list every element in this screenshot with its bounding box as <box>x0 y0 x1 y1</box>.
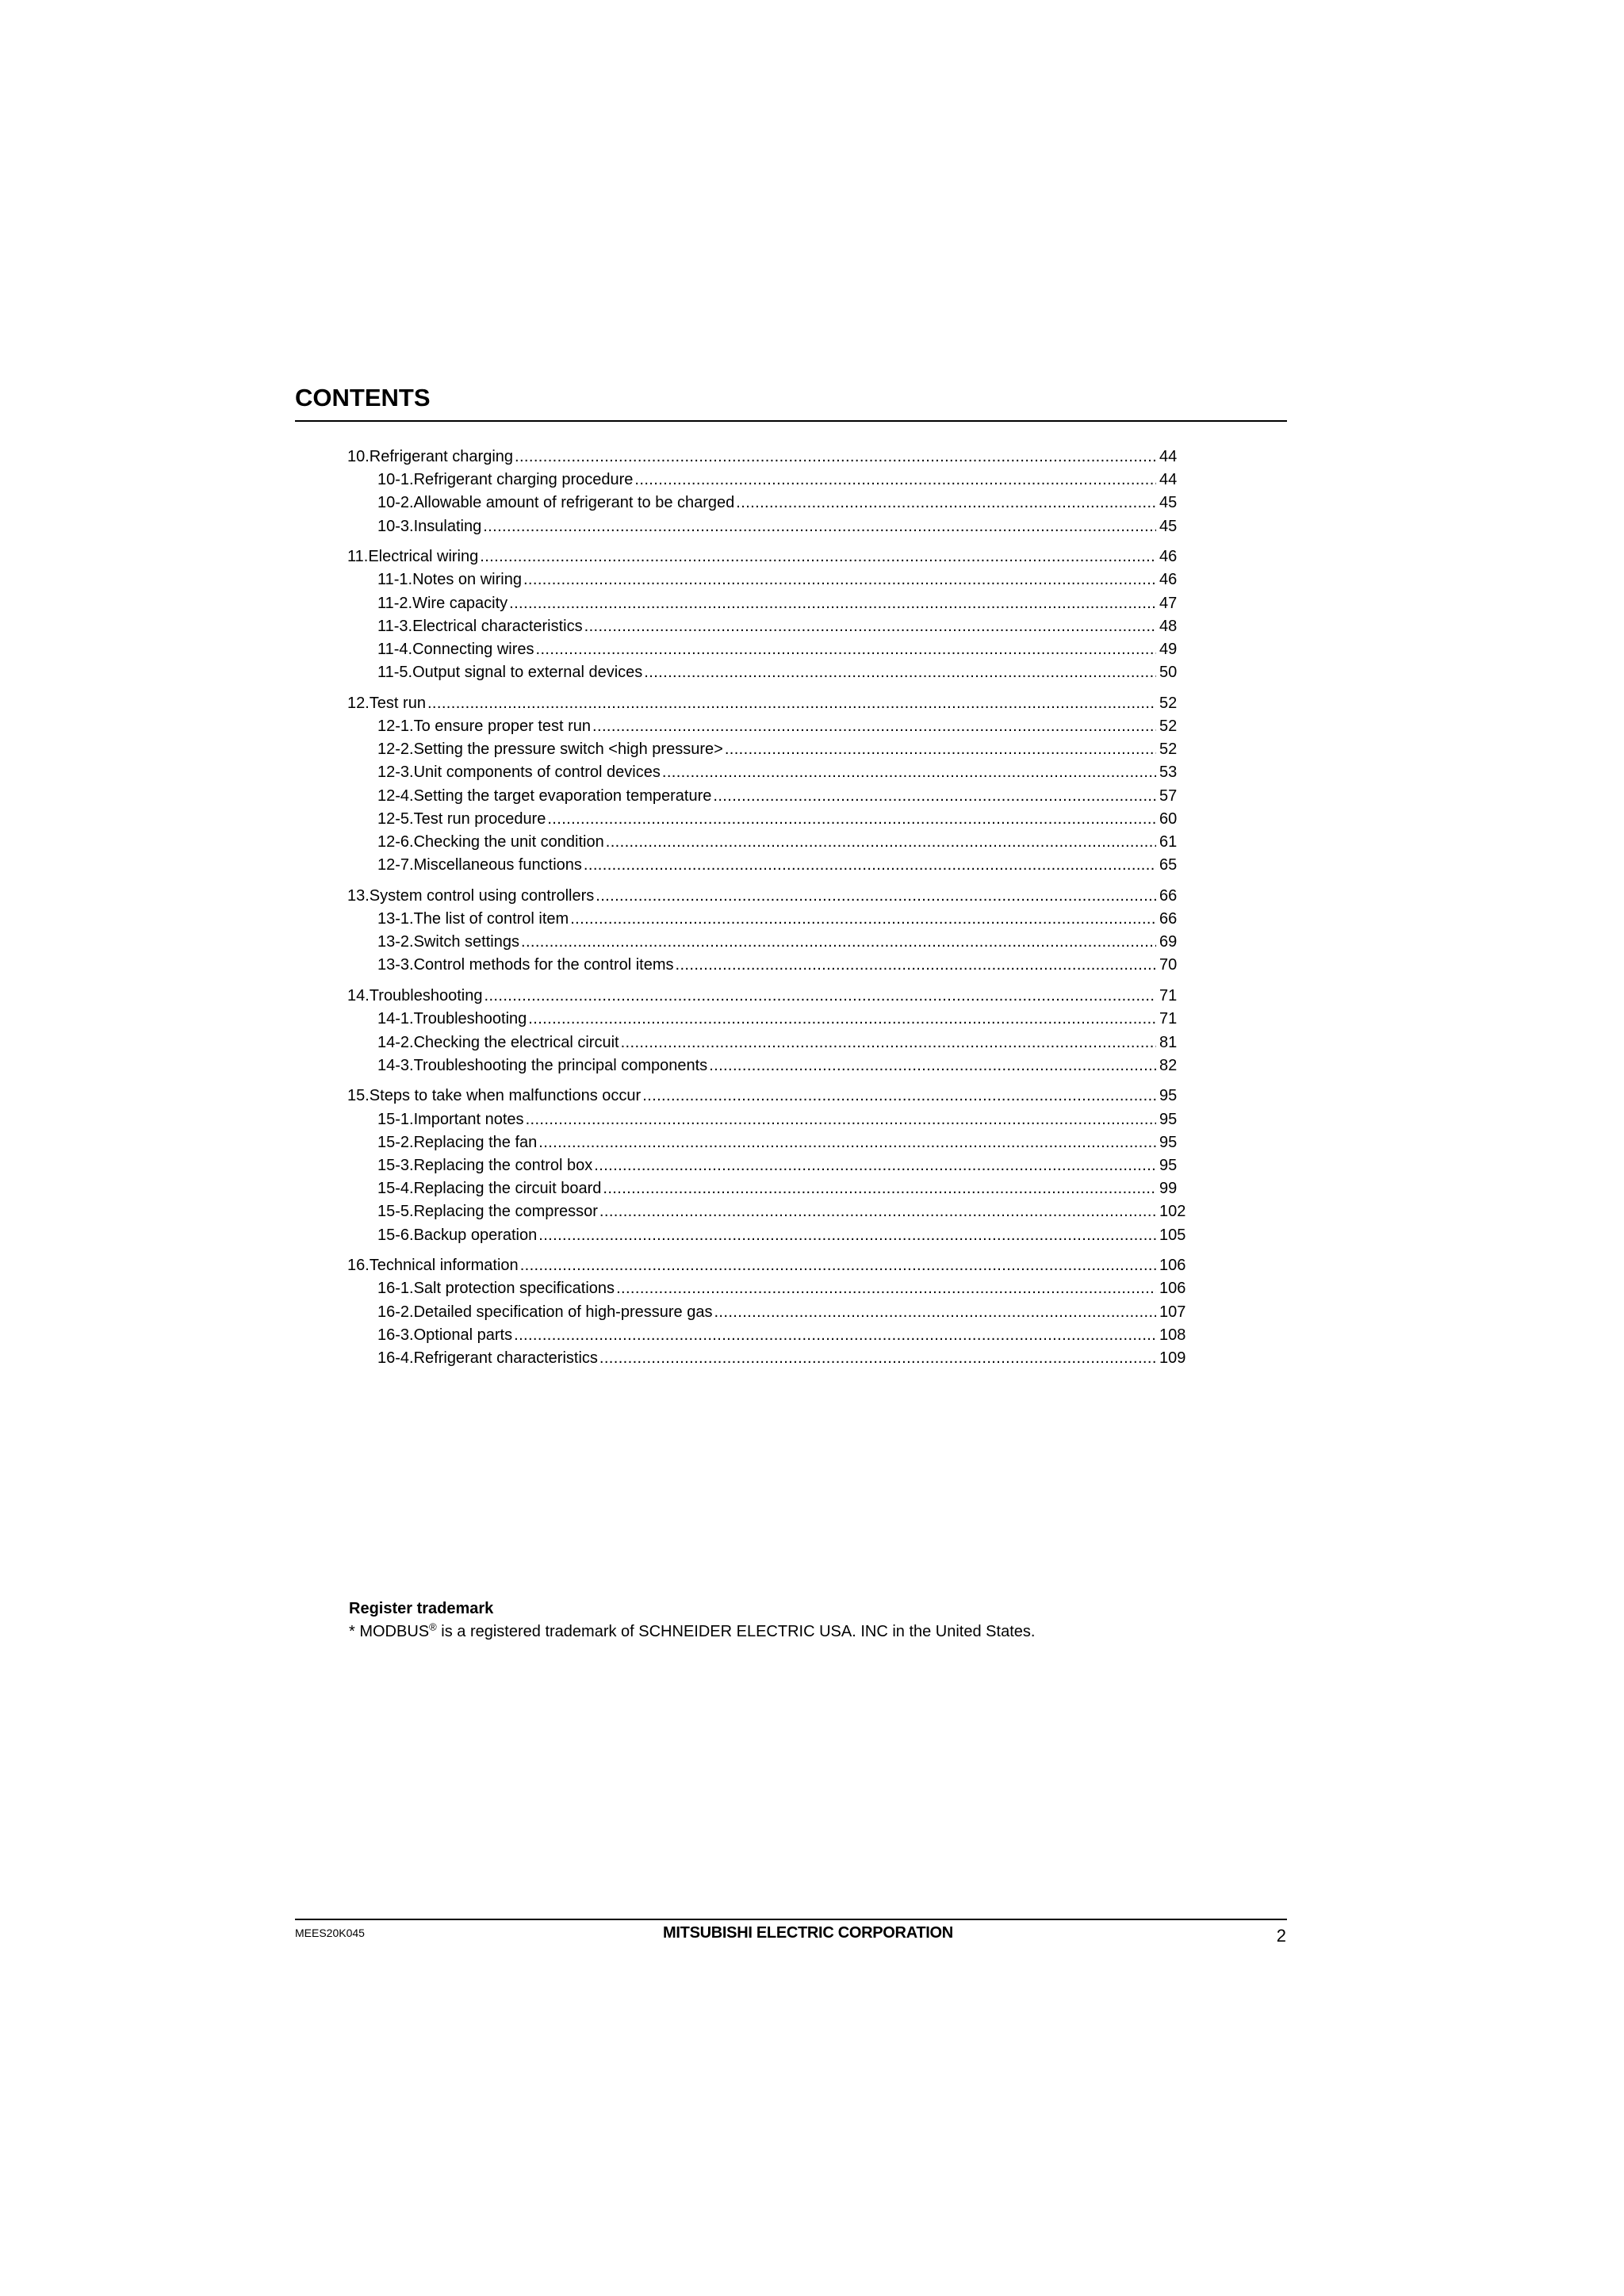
title-divider <box>295 420 1287 422</box>
dot-leader <box>662 761 1156 784</box>
company-name <box>0 1923 1624 1943</box>
dot-leader <box>676 954 1156 977</box>
page-number: 2 <box>1276 1926 1286 1946</box>
toc-subsection-entry <box>347 1008 1189 1031</box>
toc-entry-title: 15-3.Replacing the control box <box>377 1156 593 1174</box>
trademark-prefix: * MODBUS <box>349 1623 430 1640</box>
toc-entry-title: 12-4.Setting the target evaporation temperature <box>377 786 712 805</box>
dot-leader <box>644 661 1156 684</box>
dot-leader <box>713 785 1156 808</box>
dot-leader <box>599 1200 1156 1223</box>
document-code: MEES20K045 <box>295 1927 365 1939</box>
section-spacer <box>347 978 1189 985</box>
toc-chapter-entry <box>347 692 1189 715</box>
dot-leader <box>616 1277 1156 1300</box>
toc-entry-title: 10.Refrigerant charging <box>347 448 514 465</box>
toc-chapter-entry <box>347 985 1189 1008</box>
toc-chapter-entry <box>347 1254 1189 1277</box>
table-of-contents <box>347 446 1189 1370</box>
dot-leader <box>528 1008 1156 1031</box>
toc-entry-title: 12-6.Checking the unit condition <box>377 833 604 851</box>
toc-page-number: 45 <box>1159 494 1178 512</box>
toc-page-number: 95 <box>1159 1087 1178 1105</box>
dot-leader <box>538 1131 1156 1154</box>
toc-page-number: 49 <box>1159 641 1178 658</box>
toc-section <box>347 446 1189 538</box>
toc-subsection-entry <box>347 1224 1189 1247</box>
toc-section <box>347 885 1189 978</box>
toc-subsection-entry <box>347 1347 1189 1370</box>
toc-subsection-entry <box>347 931 1189 954</box>
toc-entry-title: 11-4.Connecting wires <box>377 641 534 658</box>
toc-entry-title: 14-3.Troubleshooting the principal components <box>377 1056 708 1074</box>
toc-subsection-entry <box>347 1324 1189 1347</box>
toc-subsection-entry <box>347 1031 1189 1054</box>
toc-subsection-entry <box>347 492 1189 515</box>
toc-page-number: 60 <box>1159 809 1178 828</box>
toc-entry-title: 16-1.Salt protection specifications <box>377 1280 615 1298</box>
toc-subsection-entry <box>347 615 1189 638</box>
dot-leader <box>570 908 1156 931</box>
toc-entry-title: 11-3.Electrical characteristics <box>377 617 583 635</box>
toc-subsection-entry <box>347 568 1189 591</box>
toc-page-number: 46 <box>1159 571 1178 589</box>
dot-leader <box>603 1177 1156 1200</box>
toc-entry-title: 15-4.Replacing the circuit board <box>377 1180 602 1198</box>
toc-subsection-entry <box>347 1177 1189 1200</box>
toc-subsection-entry <box>347 761 1189 784</box>
dot-leader <box>596 885 1156 908</box>
toc-subsection-entry <box>347 469 1189 492</box>
toc-page-number: 82 <box>1159 1056 1178 1074</box>
toc-entry-title: 12-7.Miscellaneous functions <box>377 856 582 874</box>
toc-subsection-entry <box>347 715 1189 738</box>
toc-section <box>347 692 1189 878</box>
toc-section <box>347 1085 1189 1246</box>
registered-symbol: ® <box>429 1621 437 1633</box>
toc-page-number: 44 <box>1159 448 1178 465</box>
toc-entry-title: 14.Troubleshooting <box>347 987 483 1005</box>
dot-leader <box>538 1224 1156 1247</box>
toc-entry-title: 12-1.To ensure proper test run <box>377 718 592 736</box>
toc-entry-title: 12-2.Setting the pressure switch <high pressure> <box>377 740 723 759</box>
toc-entry-title: 14-2.Checking the electrical circuit <box>377 1033 619 1051</box>
toc-entry-title: 15-6.Backup operation <box>377 1226 538 1244</box>
toc-subsection-entry <box>347 1301 1189 1324</box>
trademark-notice <box>349 1621 1035 1642</box>
dot-leader <box>523 568 1156 591</box>
toc-subsection-entry <box>347 738 1189 761</box>
toc-page-number: 95 <box>1159 1110 1178 1128</box>
toc-page-number: 45 <box>1159 517 1178 535</box>
dot-leader <box>536 638 1156 661</box>
dot-leader <box>594 1154 1156 1177</box>
toc-subsection-entry <box>347 661 1189 684</box>
section-spacer <box>347 684 1189 692</box>
toc-page-number: 108 <box>1159 1326 1186 1344</box>
toc-chapter-entry <box>347 1085 1189 1108</box>
dot-leader <box>736 492 1156 515</box>
toc-subsection-entry <box>347 854 1189 877</box>
dot-leader <box>514 1324 1156 1347</box>
toc-page-number: 71 <box>1159 987 1178 1005</box>
toc-entry-title: 15-2.Replacing the fan <box>377 1133 538 1151</box>
dot-leader <box>592 715 1156 738</box>
toc-entry-title: 16.Technical information <box>347 1257 519 1275</box>
toc-subsection-entry <box>347 1154 1189 1177</box>
toc-page-number: 107 <box>1159 1303 1186 1321</box>
dot-leader <box>483 515 1156 538</box>
toc-entry-title: 13-2.Switch settings <box>377 933 519 951</box>
toc-page-number: 105 <box>1159 1226 1186 1244</box>
toc-page-number: 44 <box>1159 471 1178 489</box>
toc-page-number: 57 <box>1159 786 1178 805</box>
toc-entry-title: 15-1.Important notes <box>377 1110 524 1128</box>
toc-entry-title: 12-3.Unit components of control devices <box>377 763 661 782</box>
toc-page-number: 66 <box>1159 910 1178 928</box>
toc-subsection-entry <box>347 1054 1189 1077</box>
toc-page-number: 109 <box>1159 1349 1186 1367</box>
toc-entry-title: 16-3.Optional parts <box>377 1326 513 1344</box>
footer-divider <box>295 1919 1287 1920</box>
dot-leader <box>584 854 1156 877</box>
toc-entry-title: 10-1.Refrigerant charging procedure <box>377 471 634 489</box>
toc-page-number: 102 <box>1159 1203 1186 1221</box>
dot-leader <box>427 692 1156 715</box>
trademark-heading: Register trademark <box>349 1600 494 1617</box>
toc-page-number: 61 <box>1159 833 1178 851</box>
dot-leader <box>642 1085 1156 1108</box>
toc-page-number: 47 <box>1159 594 1178 612</box>
toc-subsection-entry <box>347 785 1189 808</box>
section-spacer <box>347 1247 1189 1255</box>
toc-subsection-entry <box>347 592 1189 615</box>
toc-subsection-entry <box>347 1200 1189 1223</box>
toc-section <box>347 985 1189 1077</box>
toc-page-number: 70 <box>1159 956 1178 974</box>
toc-chapter-entry <box>347 545 1189 568</box>
toc-entry-title: 12.Test run <box>347 694 426 712</box>
page-title: CONTENTS <box>295 384 431 411</box>
toc-subsection-entry <box>347 515 1189 538</box>
toc-entry-title: 14-1.Troubleshooting <box>377 1010 527 1028</box>
toc-entry-title: 11-5.Output signal to external devices <box>377 664 643 682</box>
toc-entry-title: 15.Steps to take when malfunctions occur <box>347 1087 642 1105</box>
toc-page-number: 106 <box>1159 1257 1186 1275</box>
toc-page-number: 99 <box>1159 1180 1178 1198</box>
dot-leader <box>709 1054 1156 1077</box>
toc-page-number: 71 <box>1159 1010 1178 1028</box>
toc-subsection-entry <box>347 831 1189 854</box>
dot-leader <box>634 469 1156 492</box>
toc-page-number: 65 <box>1159 856 1178 874</box>
toc-entry-title: 12-5.Test run procedure <box>377 809 546 828</box>
toc-page-number: 48 <box>1159 617 1178 635</box>
section-spacer <box>347 1077 1189 1085</box>
toc-subsection-entry <box>347 954 1189 977</box>
toc-entry-title: 11.Electrical wiring <box>347 548 479 566</box>
company-name-text: MITSUBISHI ELECTRIC CORPORATION <box>663 1924 953 1942</box>
dot-leader <box>515 446 1156 469</box>
toc-page-number: 95 <box>1159 1133 1178 1151</box>
toc-page-number: 50 <box>1159 664 1178 682</box>
toc-page-number: 46 <box>1159 548 1178 566</box>
toc-subsection-entry <box>347 908 1189 931</box>
toc-page-number: 106 <box>1159 1280 1186 1298</box>
dot-leader <box>547 808 1156 831</box>
trademark-text: is a registered trademark of SCHNEIDER ELECTRIC USA. INC in the United States. <box>436 1623 1036 1640</box>
toc-subsection-entry <box>347 1108 1189 1131</box>
toc-entry-title: 11-2.Wire capacity <box>377 594 508 612</box>
toc-page-number: 52 <box>1159 740 1178 759</box>
dot-leader <box>521 931 1156 954</box>
toc-subsection-entry <box>347 1131 1189 1154</box>
toc-entry-title: 15-5.Replacing the compressor <box>377 1203 598 1221</box>
toc-page-number: 95 <box>1159 1156 1178 1174</box>
dot-leader <box>584 615 1156 638</box>
dot-leader <box>725 738 1156 761</box>
section-spacer <box>347 538 1189 546</box>
dot-leader <box>520 1254 1156 1277</box>
dot-leader <box>714 1301 1156 1324</box>
toc-entry-title: 13-1.The list of control item <box>377 910 569 928</box>
toc-page-number: 69 <box>1159 933 1178 951</box>
toc-chapter-entry <box>347 446 1189 469</box>
toc-entry-title: 10-3.Insulating <box>377 517 482 535</box>
toc-entry-title: 13-3.Control methods for the control items <box>377 956 674 974</box>
toc-page-number: 52 <box>1159 694 1178 712</box>
toc-section <box>347 545 1189 684</box>
toc-entry-title: 16-4.Refrigerant characteristics <box>377 1349 598 1367</box>
toc-section <box>347 1254 1189 1370</box>
toc-entry-title: 10-2.Allowable amount of refrigerant to be charged <box>377 494 735 512</box>
dot-leader <box>606 831 1156 854</box>
dot-leader <box>509 592 1156 615</box>
toc-entry-title: 11-1.Notes on wiring <box>377 571 522 589</box>
dot-leader <box>526 1108 1156 1131</box>
dot-leader <box>480 545 1156 568</box>
dot-leader <box>485 985 1157 1008</box>
toc-page-number: 52 <box>1159 718 1178 736</box>
section-spacer <box>347 877 1189 885</box>
toc-entry-title: 13.System control using controllers <box>347 886 595 905</box>
toc-page-number: 81 <box>1159 1033 1178 1051</box>
toc-subsection-entry <box>347 808 1189 831</box>
toc-subsection-entry <box>347 1277 1189 1300</box>
toc-chapter-entry <box>347 885 1189 908</box>
toc-subsection-entry <box>347 638 1189 661</box>
toc-page-number: 66 <box>1159 886 1178 905</box>
dot-leader <box>621 1031 1156 1054</box>
toc-entry-title: 16-2.Detailed specification of high-pressure gas <box>377 1303 713 1321</box>
dot-leader <box>599 1347 1156 1370</box>
toc-page-number: 53 <box>1159 763 1178 782</box>
